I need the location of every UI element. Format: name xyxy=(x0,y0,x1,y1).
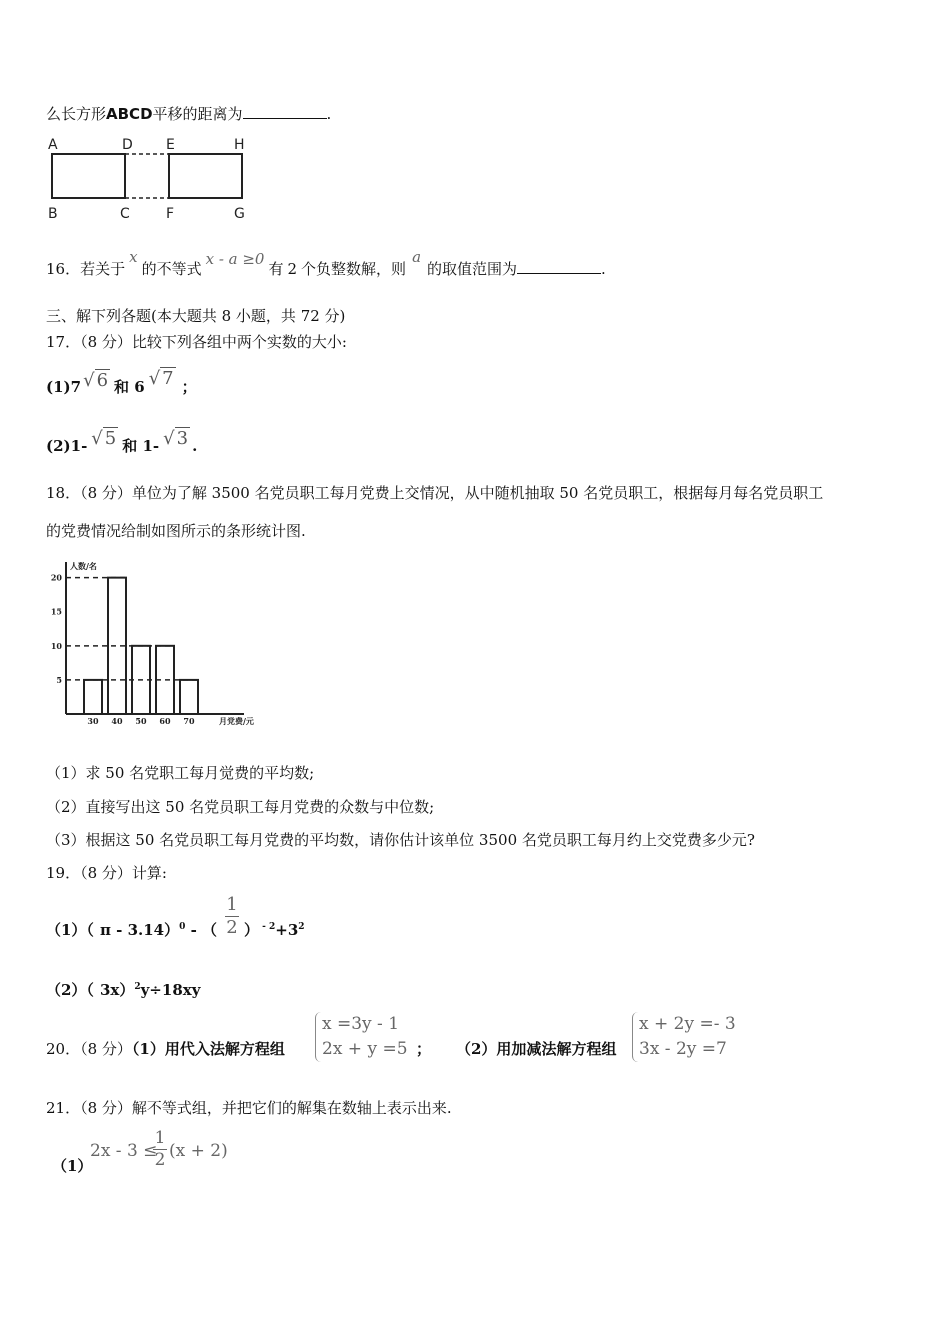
q16-inequality: x - a ≥0 xyxy=(205,250,265,268)
q16-line xyxy=(46,248,606,279)
x-tick-70: 70 xyxy=(183,716,195,726)
q21-p1-lhs: 2x - 3 ≤ xyxy=(90,1141,158,1161)
q20-sys2-eq1: x + 2y =- 3 xyxy=(639,1014,736,1034)
q18-number: 18． xyxy=(46,484,81,502)
q20-sys1-eq1: x =3y - 1 xyxy=(322,1014,400,1034)
q17-number: 17． xyxy=(46,333,81,351)
q19-fraction xyxy=(225,894,239,939)
q21-p1-rhs: (x + 2) xyxy=(169,1141,228,1161)
q20-system1 xyxy=(315,1012,408,1062)
q19-part1 xyxy=(46,919,217,940)
q18-text-line1: 单位为了解 3500 名党员职工每月党费上交情况，从中随机抽取 50 名党员职工，根据每月每名党员职工 xyxy=(131,484,824,502)
q19-text: 计算: xyxy=(131,864,167,882)
q16-var-x: x xyxy=(129,248,138,266)
q18-sub1: （1）求 50 名党职工每月觉费的平均数; xyxy=(46,764,315,782)
x-tick-50: 50 xyxy=(135,716,147,726)
q16-text-1: 若关于 xyxy=(80,260,126,278)
q21-header xyxy=(46,1097,452,1118)
q20-number: 20． xyxy=(46,1040,81,1058)
q19-p2-exp: 2 xyxy=(134,982,141,992)
q19-p1-exp0: 0 xyxy=(179,922,186,932)
vertex-label-A: A xyxy=(48,137,58,153)
q20-sys2-eq2: 3x - 2y =7 xyxy=(639,1039,727,1059)
q19-header xyxy=(46,862,167,883)
bar-70 xyxy=(180,680,198,714)
q19-frac-num: 1 xyxy=(226,894,238,915)
vertex-label-H: H xyxy=(234,137,245,153)
y-tick-20: 20 xyxy=(50,572,62,583)
q16-text-end: . xyxy=(601,260,606,278)
sqrt-6-radicand: 6 xyxy=(96,370,109,391)
q20-part1: （1）用代入法解方程组 xyxy=(131,1040,285,1058)
y-tick-5: 5 xyxy=(56,674,62,685)
q19-p1-exp-sq: 2 xyxy=(298,922,305,932)
vertex-label-D: D xyxy=(122,137,133,153)
sqrt-5: √ 5 xyxy=(91,428,117,449)
vertex-label-B: B xyxy=(48,206,58,222)
q19-p1-minus: - （ xyxy=(185,921,218,939)
vertex-label-G: G xyxy=(234,206,245,222)
rect-abcd xyxy=(52,154,125,198)
q19-p1-exp-neg2: - 2 xyxy=(259,922,276,932)
sqrt-6: √ 6 xyxy=(83,370,109,391)
sqrt-7: √ 7 xyxy=(148,368,174,389)
q16-text-4: 个负整数解，则 xyxy=(301,260,407,278)
q16-var-a: a xyxy=(412,248,422,266)
q21-frac-num: 1 xyxy=(154,1128,166,1148)
q19-p1-pi: π - 3.14） xyxy=(99,921,180,939)
q20-score: （8 分） xyxy=(80,1040,132,1058)
q16-number: 16． xyxy=(46,260,81,278)
q21-fraction xyxy=(153,1128,167,1171)
q21-score: （8 分） xyxy=(80,1099,132,1117)
q16-count: 2 xyxy=(287,260,298,278)
q19-p1-close: ） xyxy=(244,921,260,939)
q17-text: 比较下列各组中两个实数的大小: xyxy=(131,333,347,351)
q17-p2-label: (2)1- xyxy=(46,437,88,455)
q21-frac-den: 2 xyxy=(154,1150,166,1170)
q18-line2: 的党费情况给制如图所示的条形统计图. xyxy=(46,522,306,540)
q18-line1 xyxy=(46,482,823,503)
q18-sub3: （3）根据这 50 名党员职工每月党费的平均数，请你估计该单位 3500 名党员职工每月约上交党费多少元? xyxy=(46,831,755,849)
q17-header xyxy=(46,331,347,352)
vertex-label-F: F xyxy=(166,206,175,222)
q15-text-prefix: 么长方形 xyxy=(46,105,107,123)
q16-answer-blank[interactable] xyxy=(517,259,601,274)
x-tick-40: 40 xyxy=(111,716,123,726)
q18-sub2: （2）直接写出这 50 名党员职工每月党费的众数与中位数; xyxy=(46,798,435,816)
q19-p2-label: （2）（ xyxy=(46,981,94,999)
q17-p1-label: (1)7 xyxy=(46,378,82,396)
q15-line xyxy=(46,103,331,124)
q19-frac-den: 2 xyxy=(226,917,238,938)
q17-p1-and: 和 6 xyxy=(114,378,145,396)
q19-p1-plus: +3 xyxy=(275,921,299,939)
q17-p1-end: ； xyxy=(181,378,197,396)
q17-p2-end: . xyxy=(192,437,198,455)
rectangle-translation-figure xyxy=(44,134,254,226)
q16-text-3: 有 xyxy=(268,260,284,278)
q18-score: （8 分） xyxy=(80,484,132,502)
sqrt-7-radicand: 7 xyxy=(162,368,174,389)
sqrt-3: √ 3 xyxy=(163,428,189,449)
y-tick-10: 10 xyxy=(50,640,62,651)
y-tick-15: 15 xyxy=(50,606,62,617)
q15-text-end: . xyxy=(326,105,332,123)
q15-rect-name: ABCD xyxy=(106,105,153,123)
q19-part2 xyxy=(46,979,200,1000)
q19-p1-label: （1）（ xyxy=(46,921,94,939)
q17-part1 xyxy=(46,368,197,397)
q19-score: （8 分） xyxy=(80,864,132,882)
sqrt-5-radicand: 5 xyxy=(104,428,117,449)
y-axis-label: 人数/名 xyxy=(70,561,97,571)
vertex-label-C: C xyxy=(120,206,130,222)
q21-p1-label: （1） xyxy=(52,1157,93,1175)
q15-answer-blank[interactable] xyxy=(243,104,327,119)
q17-p2-and: 和 1- xyxy=(122,437,160,455)
q20-sys1-eq2: 2x + y =5 xyxy=(322,1039,408,1059)
q20-part2: （2）用加减法解方程组 xyxy=(456,1040,617,1058)
q16-text-2: 的不等式 xyxy=(141,260,202,278)
q19-p2-rest: y÷18xy xyxy=(140,981,201,999)
q20-separator: ； xyxy=(416,1040,432,1058)
rect-efgh xyxy=(169,154,242,198)
sqrt-3-radicand: 3 xyxy=(176,428,189,449)
q15-text-middle: 平移的距离为 xyxy=(152,105,243,123)
q20-line xyxy=(46,1038,285,1059)
q21-text: 解不等式组，并把它们的解集在数轴上表示出来. xyxy=(131,1099,452,1117)
bar-30 xyxy=(84,680,102,714)
q17-score: （8 分） xyxy=(80,333,132,351)
party-fee-bar-chart xyxy=(44,554,274,732)
q21-number: 21． xyxy=(46,1099,81,1117)
q19-number: 19． xyxy=(46,864,81,882)
q19-part1-tail xyxy=(244,919,305,940)
q17-part2 xyxy=(46,428,198,456)
x-tick-30: 30 xyxy=(87,716,99,726)
section-3-title: 三、解下列各题(本大题共 8 小题，共 72 分) xyxy=(46,307,346,325)
q19-p2-base: 3x） xyxy=(99,981,135,999)
x-axis-label: 月党费/元 xyxy=(219,716,254,726)
q16-text-5: 的取值范围为 xyxy=(427,260,518,278)
x-tick-60: 60 xyxy=(159,716,171,726)
q20-system2 xyxy=(632,1012,736,1062)
vertex-label-E: E xyxy=(166,137,175,153)
